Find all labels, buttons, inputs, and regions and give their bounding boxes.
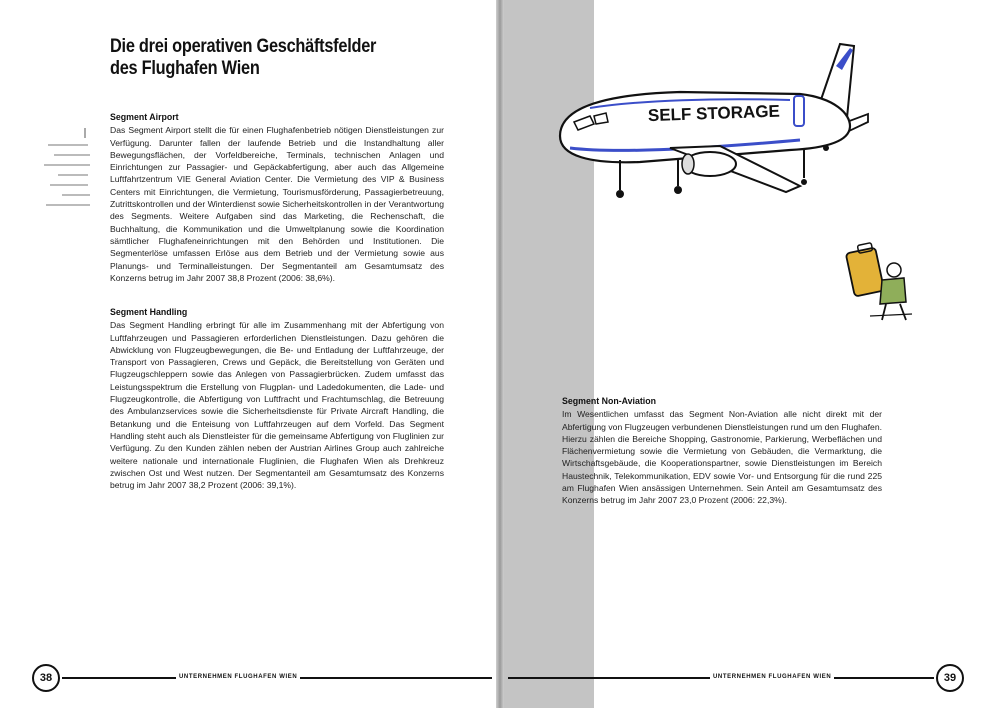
- footer-label-right: UNTERNEHMEN FLUGHAFEN WIEN: [710, 672, 834, 682]
- section-airport: [110, 111, 444, 284]
- airplane-illustration: [550, 36, 870, 206]
- page-title: [110, 36, 420, 80]
- airplane-label: SELF STORAGE: [647, 101, 781, 126]
- page-title-line-2: des Flughafen Wien: [110, 58, 260, 79]
- suitcase-figure-illustration: [840, 236, 920, 326]
- left-page: [0, 0, 496, 708]
- section-handling: [110, 306, 444, 491]
- section-airport-heading: Segment Airport: [110, 112, 179, 122]
- page-number-left: 38: [32, 664, 60, 692]
- page-title-line-1: Die drei operativen Geschäftsfelder: [110, 36, 377, 57]
- section-handling-body: Das Segment Handling erbringt für alle im Zusammenhang mit der Abfertigung von Luftfahrzeugen und Passagieren erforderlichen Dienstleistungen. Dazu gehören die Abwicklung von Flugzeugbewegungen, die Be- und Entladung der Luftfahrzeuge, der Transport von Passagieren, Crews und Gepäck, die Bereitstellung von Geräten und Flugzeugschleppern sowie das Anlegen von Passagierbrücken. Zudem umfasst das Leistungsspektrum die Erstellung von Flugplan- und Ladedokumenten, die Lade- und Flugzeugkontrolle, die Abfertigung von Luftfracht und Frachtumschlag, die Betreuung des Ambulanzservices sowie die Sicherheitsdienste für Private Aircraft Handling, die Betankung und die Enteisung von Luftfahrzeugen auf dem Vorfeld. Das Segment Handling steht auch als Dienstleister für die gemeinsame Abfertigung von Fluglinien zur Verfügung. Zu den Kunden zählen neben der Austrian Airlines Group auch zahlreiche weitere nationale und internationale Fluglinien, die Flughafen Wien als Drehkreuz zwischen Ost und West nutzen. Der Segmentanteil am Gesamtumsatz des Konzerns betrug im Jahr 2007 38,2 Prozent (2006: 39,1%).: [110, 320, 444, 491]
- footer-label-left: UNTERNEHMEN FLUGHAFEN WIEN: [176, 672, 300, 682]
- section-non-aviation-heading: Segment Non-Aviation: [562, 396, 656, 406]
- right-page: [504, 0, 1000, 708]
- page-number-right: 39: [936, 664, 964, 692]
- section-airport-body: Das Segment Airport stellt die für einen Flughafenbetrieb nötigen Dienstleistungen zur Verfügung. Darunter fallen der laufende Betrieb und die Instandhaltung aller Bewegungsflächen, der Vorfeldbereiche, Terminals, technischen Anlagen und Einrichtungen zur Passagier- und Gepäckabfertigung, aber auch das Allgemeine Luftfahrtzentrum VIE General Aviation Center. Die Vermietung des VIP & Business Centers mit Einrichtungen, die Vermietung, Tourismusförderung, Passagierbetreuung, Zutrittskontrollen und der Winterdienst sowie Sicherheitskontrollen in der Verantwortung des Segments. Weitere Aufgaben sind das Marketing, die Rechenschaft, die Buchhaltung, die Kommunikation und die Umweltplanung sowie die Koordination sämtlicher Flughafeneinrichtungen mit den Behörden und Institutionen. Die Segmenterlöse umfassen Erlöse aus dem Betrieb und der Vermietung sowie aus Planungs- und Terminalleistungen. Der Segmentanteil am Gesamtumsatz des Konzerns betrug im Jahr 2007 38,8 Prozent (2006: 38,6%).: [110, 125, 444, 283]
- section-non-aviation: [562, 395, 882, 507]
- margin-sidenote-graphic: [40, 128, 96, 218]
- book-gutter: [496, 0, 504, 708]
- section-handling-heading: Segment Handling: [110, 307, 188, 317]
- section-non-aviation-body: Im Wesentlichen umfasst das Segment Non-Aviation alle nicht direkt mit der Abfertigung von Flugzeugen verbundenen Dienstleistungen rund um den Flughafen. Hierzu zählen die Bereiche Shopping, Gastronomie, Parkierung, Werbeflächen und Flächenvermietung sowie die Vermietung von Gebäuden, die Vermarktung, die Wirtschaftsgebäude, die Kooperationspartner, sowie Dienstleistungen im Bereich Haustechnik, Telekommunikation, EDV sowie Vor- und Entsorgung für die rund 225 am Flughafen Wien ansässigen Unternehmen. Sein Anteil am Gesamtumsatz des Konzerns betrug im Jahr 2007 23,0 Prozent (2006: 22,3%).: [562, 409, 882, 506]
